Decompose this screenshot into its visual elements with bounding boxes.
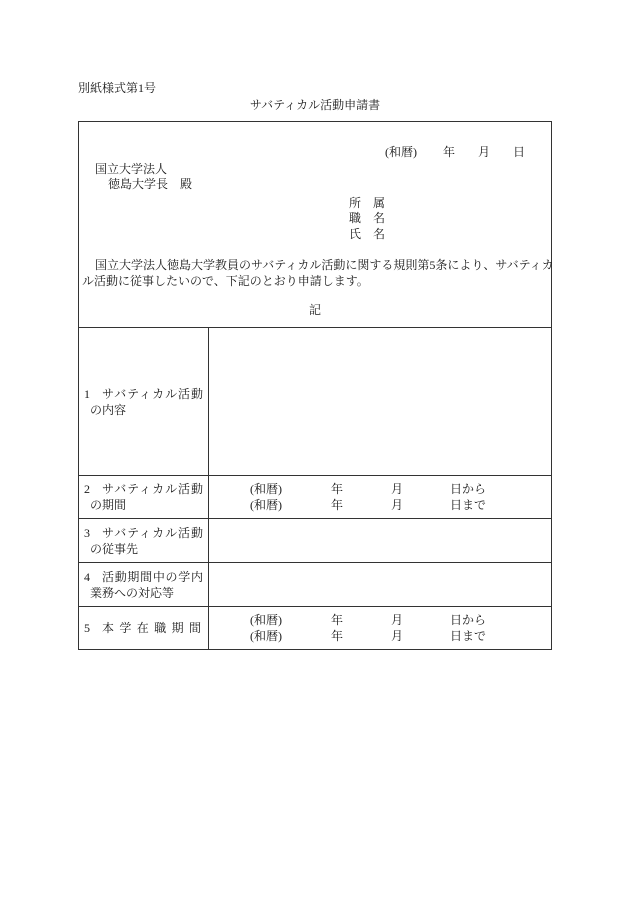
note-heading: 記 <box>308 303 321 317</box>
date-era: (和暦) <box>250 482 282 496</box>
row-label-cell <box>79 563 209 606</box>
table-row-employment-period <box>79 606 551 649</box>
table-row-activity-content <box>79 327 551 475</box>
row-label-cell <box>79 476 209 518</box>
activity-destination-field <box>209 519 551 562</box>
row-number: 4 <box>84 569 90 584</box>
form-box <box>78 121 552 650</box>
affiliation-label: 所 属 <box>349 196 386 210</box>
end-date-line <box>209 497 551 513</box>
date-year: 年 <box>331 629 344 643</box>
date-day: 日から <box>450 482 487 496</box>
date-day: 日から <box>450 613 487 627</box>
row-label-text: 活動期間中の学内 <box>102 569 203 584</box>
row-label-cell <box>79 328 209 475</box>
row-label <box>84 569 208 585</box>
row-number: 5 <box>84 621 90 635</box>
date-year: 年 <box>331 482 344 496</box>
row-label-text: の期間 <box>90 498 127 512</box>
date-day: 日まで <box>450 498 487 512</box>
row-label-text: の内容 <box>90 402 127 417</box>
row-label-text: サバティカル活動 <box>102 482 203 496</box>
date-month: 月 <box>391 482 404 496</box>
date-era: (和暦) <box>385 145 417 159</box>
start-date-line <box>209 481 551 497</box>
row-label <box>84 481 208 497</box>
date-day: 日 <box>513 145 526 159</box>
statement-line: 国立大学法人徳島大学教員のサバティカル活動に関する規則第5条により、サバティカ <box>95 258 554 272</box>
start-date-line <box>209 612 551 628</box>
date-month: 月 <box>391 498 404 512</box>
row-label-text: サバティカル活動 <box>102 386 203 401</box>
employment-period-field <box>209 607 551 649</box>
row-label-text: 本学在職期間 <box>102 621 201 635</box>
addressee-recipient: 徳島大学長 殿 <box>108 177 193 191</box>
row-label-cell <box>79 607 209 649</box>
date-day: 日まで <box>450 629 487 643</box>
end-date-line <box>209 628 551 644</box>
activity-content-field <box>209 328 551 475</box>
date-month: 月 <box>391 629 404 643</box>
row-label <box>84 525 208 541</box>
date-month: 月 <box>391 613 404 627</box>
date-year: 年 <box>331 498 344 512</box>
date-era: (和暦) <box>250 629 282 643</box>
row-number: 2 <box>84 482 90 496</box>
date-era: (和暦) <box>250 613 282 627</box>
table-row-activity-period <box>79 475 551 518</box>
form-number: 別紙様式第1号 <box>78 81 157 95</box>
document-title: サバティカル活動申請書 <box>249 98 381 112</box>
row-label-text: の従事先 <box>90 541 139 556</box>
row-label-text: 業務への対応等 <box>90 585 175 600</box>
date-year: 年 <box>443 145 456 159</box>
row-label <box>84 386 208 402</box>
table-row-duty-arrangements <box>79 562 551 606</box>
date-month: 月 <box>478 145 491 159</box>
date-year: 年 <box>331 613 344 627</box>
row-label <box>84 620 208 636</box>
row-number: 1 <box>84 386 90 401</box>
duty-arrangements-field <box>209 563 551 606</box>
table-row-activity-destination <box>79 518 551 562</box>
name-label: 氏 名 <box>349 227 386 241</box>
row-label-text: サバティカル活動 <box>102 525 203 540</box>
position-label: 職 名 <box>349 211 386 225</box>
statement-line: ル活動に従事したいので、下記のとおり申請します。 <box>82 274 369 288</box>
row-number: 3 <box>84 525 90 540</box>
row-label-cell <box>79 519 209 562</box>
activity-period-field <box>209 476 551 518</box>
date-era: (和暦) <box>250 498 282 512</box>
details-table <box>79 327 551 649</box>
addressee-organization: 国立大学法人 <box>95 162 168 176</box>
